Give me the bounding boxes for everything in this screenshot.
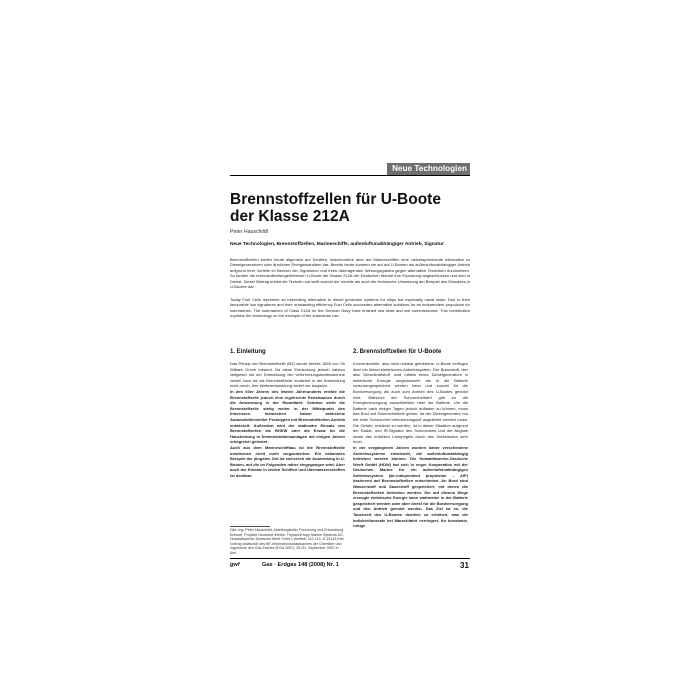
column-right	[353, 349, 468, 529]
section-2-heading: 2. Brennstoffzellen für U-Boote	[353, 349, 442, 355]
section-header	[230, 165, 470, 177]
keywords: Neue Technologien, Brennstoffzellen, Marineschiffe, außenluftunabhängiger Antrieb, Signatur	[230, 242, 444, 247]
abstract-english: Today Fuel Cells represent an interesting alternative to diesel generator systems for ships but especially naval ships. Due to their favourable low signatures and their outstanding efficiency Fuel Cells succeeded alternative solutions for air independent propulsion for submarines. The submarines of Class 212A for the German Navy have finished sea trials and are commissioned. This contribution explains the technology on the example of the submarine use.	[230, 297, 470, 319]
article-title	[230, 191, 470, 225]
section-rule	[230, 175, 470, 176]
section-label: Neue Technologien	[387, 163, 470, 175]
section-1-paragraph: Auch aus dem Marineschiffbau ist die Brennstoffzelle inzwischen nicht mehr wegzudenken. Ein bekanntes Beispiel der jüngsten Zeit ist sicherlich die Anwendung in U-Booten, auf die im Folgenden näher eingegangen wird. Aber auch der Einsatz in zivilen Schiffen und Überwasserschiffen ist denkbar.	[230, 444, 345, 478]
journal-logo: gwf	[230, 562, 240, 568]
title-line-2: der Klasse 212A	[230, 208, 350, 225]
footnote-rule	[230, 526, 270, 527]
section-2-paragraph: In der vergangenen Jahren wurden daher verschiedene Antriebssysteme entwickelt, die außenluftunabhängig betrieben werden können. Die Howaldtswerke-Deutsche Werft GmbH (HDW) hat sich in enger Kooperation mit der Deutschen Marine für ein außenluftunabhängiges Antriebssystem (air-independent propulsion – AIP) basierend auf Brennstoffzellen entschieden. An Bord sind Wasserstoff und Sauerstoff gespeichert, mit denen die Brennstoffzellen betrieben werden. Die auf diesem Wege erzeugte elektrische Energie kann wahlweise in der Batterie gespeichert werden oder aber direkt für die Bordversorgung und den Antrieb genutzt werden. Das Ziel ist es, die Tauchzeit des U-Bootes deutlich zu erhöhen, was die Indiskretionsrate bei Marschfahrt verringert, für konstante, ruhige	[353, 444, 468, 529]
journal-citation: Gas · Erdgas 148 (2008) Nr. 1	[262, 562, 339, 568]
author: Peter Hauschildt	[230, 229, 269, 235]
section-2-paragraph: Konventionelle, also nicht nuklear getriebene, U-Boote verfügen über ein diesel-elektrisches Antriebssystem. Der Brennstoff, hier also Dieselkraftstoff, wird mittels eines Dieselgenerators in elektrische Energie umgewandelt, die in die Batterie zwischengespeichert werden kann und sowohl für die Bordversorgung als auch zum Antrieb des U-Bootes genutzt wird. Während der Schnorchelfahrt gibt es die Energieversorgung ausschließlich über die Batterie. Um die Batterie nach einiger Tagen jedoch aufladen zu können, muss das Boot auf Schnorcheltiefe gehen, da der Dieselgenerator nur mit einer Schnorchel-Verbrennungsluft angeliefert werden muss. Die Gefahr, entdeckt zu werden, ist in dieser Situation aufgrund der Radar- und IR-Signatur des Schnorchels und der Abgase sowie des erhöhten Lärmpegels durch den Dieselmotor sehr hoch.	[353, 361, 468, 445]
author-footnote: Dipl.-Ing. Peter Hauschildt, Abteilungsleiter Forschung und Entwicklung Entwurf, Projekte Deutsche Werke, ThyssenKrupp Marine Systems AG, Howaldtswerke-Deutsche Werft GmbH, Werftstr. 112-114, D-24143 Kiel. Vortrag anlässlich des BF-Informationsaustausches der Chemiker und Ingenieure des Gas-Faches (EGA 2007), 20./21. September 2007 in Kiel.	[230, 528, 345, 555]
section-1-heading: 1. Einleitung	[230, 349, 266, 355]
section-1-paragraph: In den 60er Jahren des letzten Jahrhunderts erlebte die Brennstoffzelle jedoch eine regelrechte Renaissance durch die Anwendung in der Raumfahrt. Seitdem steht die Brennstoffzelle stetig weiter in der Mittelpunkt des Interesses. Inzwischen haben zahlreiche Automobilhersteller Prototypen mit Brennstoffzellen-Antrieb entwickelt. Außerdem wird der stationäre Einsatz von Brennstoffzellen als BHKW oder als Ersatz für die Hausheizung in Demonstrationsanlagen mit einigen Jahren erfolgreich getestet.	[230, 388, 345, 445]
footer-rule	[230, 558, 470, 559]
abstract-german: Brennstoffzellen stellen heute allgemein auf Schiffen, insbesondere aber auf Marineschiffen eine vielversprechende Alternative zu Dieselgeneratoren oder ähnlichen Energiewandlern dar. Bereits heute konnten sie auf auf U-Booten als außenluftunabhängiger Antrieb aufgrund ihrer Vorteile im Bereich der Signaturen und ihres überragenden Wirkungsgrades gegen alternative Techniken durchsetzen. So fanden die brennstoffzellengetriebenen U-Boote der Klasse 212A der Deutschen Marine ihre Erprobung abgeschlossen und sind in Dienst. Dieser Beitrag erklärt die Technik und stellt sowohl die Vorteile als auch die technische Umsetzung am Beispiel des Einsatzes in U-Booten dar.	[230, 257, 470, 290]
page-number: 31	[460, 561, 469, 570]
section-1-paragraph: Das Prinzip der Brennstoffzelle (BZ) wurde bereits 1839 von Sir William Grove erkannt. Da diese Entdeckung jedoch nahezu zeitgleich mit der Entwicklung der Verbrennungskraftmaschine verlief, kam sie als Brennstoffzelle zunächst in der Anwendung nicht durch, ihre Weiterentwicklung verlief nur langsam.	[230, 361, 345, 389]
column-left	[230, 349, 345, 478]
title-line-1: Brennstoffzellen für U-Boote	[230, 191, 441, 208]
